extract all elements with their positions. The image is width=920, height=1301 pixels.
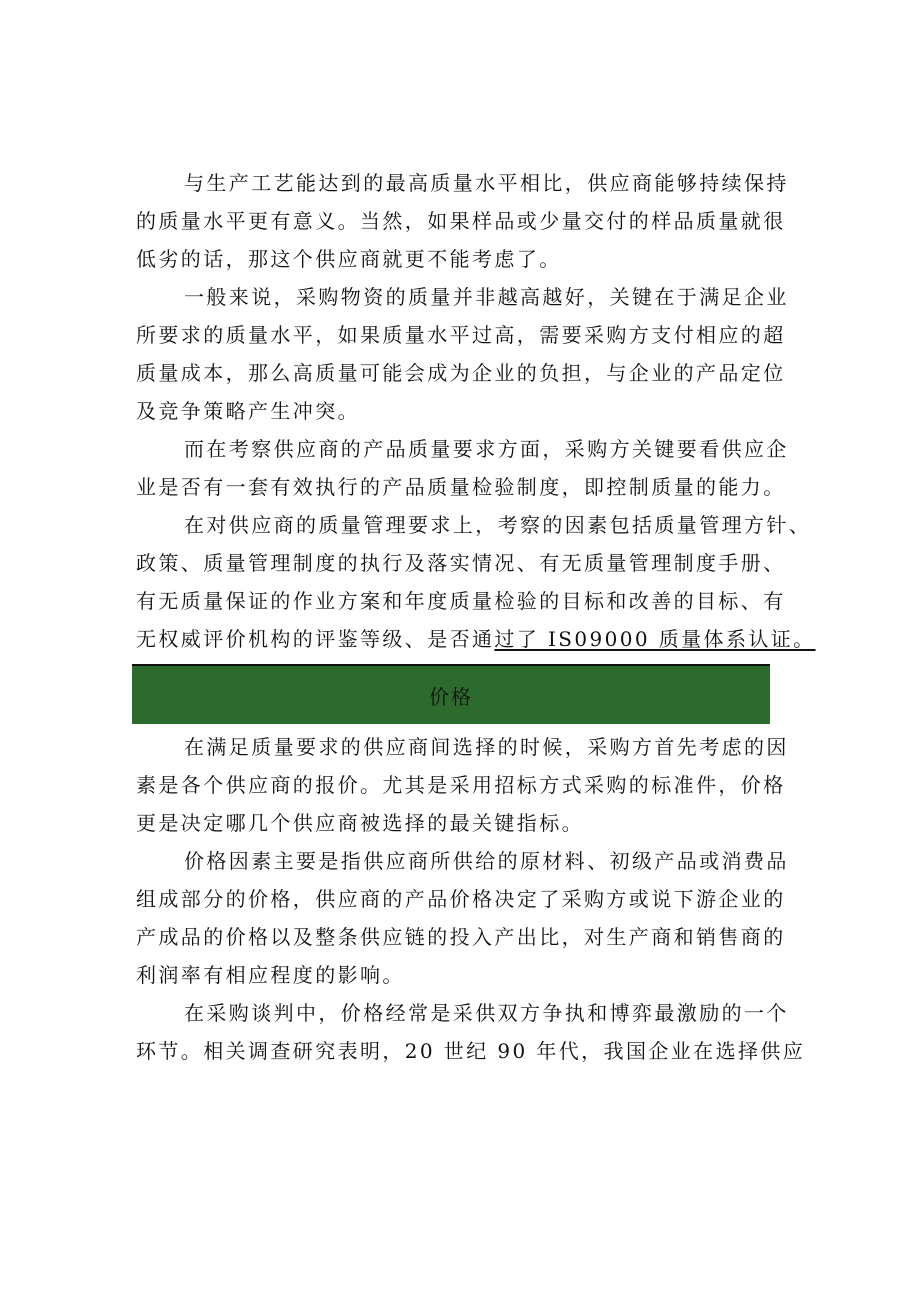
text-segment: 无权威评价机构的评鉴等级、是否通: [136, 627, 495, 651]
text-line: 的质量水平更有意义。当然，如果样品或少量交付的样品质量就很: [136, 209, 786, 233]
text-line: 组成部分的价格，供应商的产品价格决定了采购方或说下游企业的: [136, 887, 786, 911]
text-line: 而在考察供应商的产品质量要求方面，采购方关键要看供应企: [184, 437, 789, 461]
paragraph-quality-level: [136, 164, 789, 278]
text-line: 价格因素主要是指供应商所供给的原材料、初级产品或消费品: [184, 849, 789, 873]
text-line: 所要求的质量水平，如果质量水平过高，需要采购方支付相应的超: [136, 323, 786, 347]
paragraph-quality-management: [136, 506, 816, 658]
text-line: 低劣的话，那这个供应商就更不能考虑了。: [136, 247, 562, 271]
price-section: [136, 728, 806, 1070]
text-line: 在采购谈判中，价格经常是采供双方争执和博弈最激励的一个: [184, 1001, 789, 1025]
text-line: 环节。相关调查研究表明，20 世纪 90 年代，我国企业在选择供应: [136, 1039, 806, 1063]
text-line: 业是否有一套有效执行的产品质量检验制度，即控制质量的能力。: [136, 475, 786, 499]
paragraph-quality-inspection: [136, 430, 789, 506]
text-line: [136, 620, 816, 658]
quality-section: [136, 164, 816, 658]
paragraph-price-negotiation: [136, 994, 806, 1070]
text-line: 利润率有相应程度的影响。: [136, 963, 405, 987]
text-line: 与生产工艺能达到的最高质量水平相比，供应商能够持续保持: [184, 171, 789, 195]
underlined-text-segment: 过了 IS09000 质量体系认证。: [494, 627, 816, 651]
text-line: 产成品的价格以及整条供应链的投入产出比，对生产商和销售商的: [136, 925, 786, 949]
paragraph-price-factors: [136, 842, 789, 994]
text-line: 更是决定哪几个供应商被选择的最关键指标。: [136, 811, 584, 835]
text-line: 一般来说，采购物资的质量并非越高越好，关键在于满足企业: [184, 285, 789, 309]
section-heading-band: [132, 664, 770, 724]
paragraph-quality-not-higher-better: [136, 278, 789, 430]
text-line: 及竞争策略产生冲突。: [136, 399, 360, 423]
paragraph-price-selection: [136, 728, 789, 842]
text-line: 质量成本，那么高质量可能会成为企业的负担，与企业的产品定位: [136, 361, 786, 385]
text-line: 政策、质量管理制度的执行及落实情况、有无质量管理制度手册、: [136, 551, 786, 575]
text-line: 素是各个供应商的报价。尤其是采用招标方式采购的标准件，价格: [136, 773, 786, 797]
text-line: 有无质量保证的作业方案和年度质量检验的目标和改善的目标、有: [136, 589, 786, 613]
text-line: 在对供应商的质量管理要求上，考察的因素包括质量管理方针、: [184, 513, 812, 537]
section-heading-price: 价格: [429, 684, 473, 709]
text-line: 在满足质量要求的供应商间选择的时候，采购方首先考虑的因: [184, 735, 789, 759]
